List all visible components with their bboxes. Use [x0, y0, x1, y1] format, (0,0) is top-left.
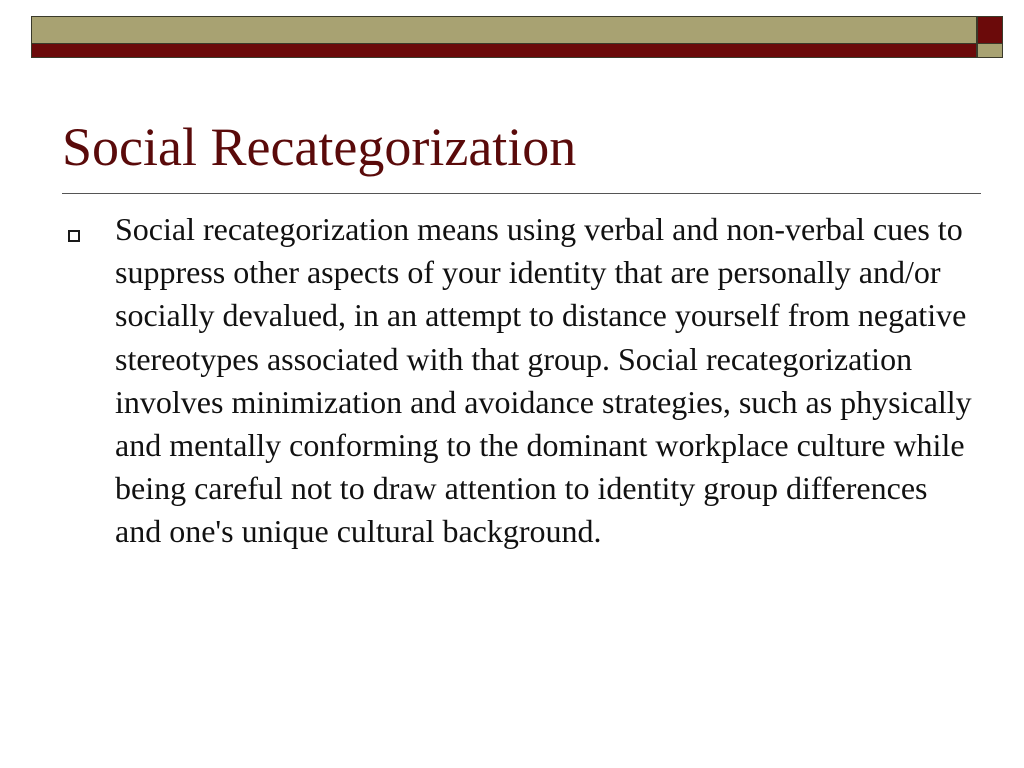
banner-olive-stripe: [32, 17, 976, 44]
slide-title: Social Recategorization: [62, 117, 577, 177]
corner-olive-square: [978, 44, 1002, 58]
bullet-list: [62, 208, 972, 554]
bullet-text: Social recategorization means using verbal and non-verbal cues to suppress other aspects of your identity that are personally and/or socially devalued, in an attempt to distance yourself from negative stereotypes associated with that group. Social recategorization involves minimization and avoidance strategies, such as physically and mentally conforming to the dominant workplace culture while being careful not to draw attention to identity group differences and one's unique cultural background.: [115, 211, 972, 550]
bullet-item: [62, 208, 972, 554]
hollow-square-bullet-icon: [68, 230, 80, 242]
top-decorative-banner: [31, 16, 977, 58]
corner-maroon-square: [978, 17, 1002, 44]
banner-maroon-stripe: [32, 44, 976, 58]
corner-decorative-block: [977, 16, 1003, 58]
title-divider: [62, 193, 981, 194]
